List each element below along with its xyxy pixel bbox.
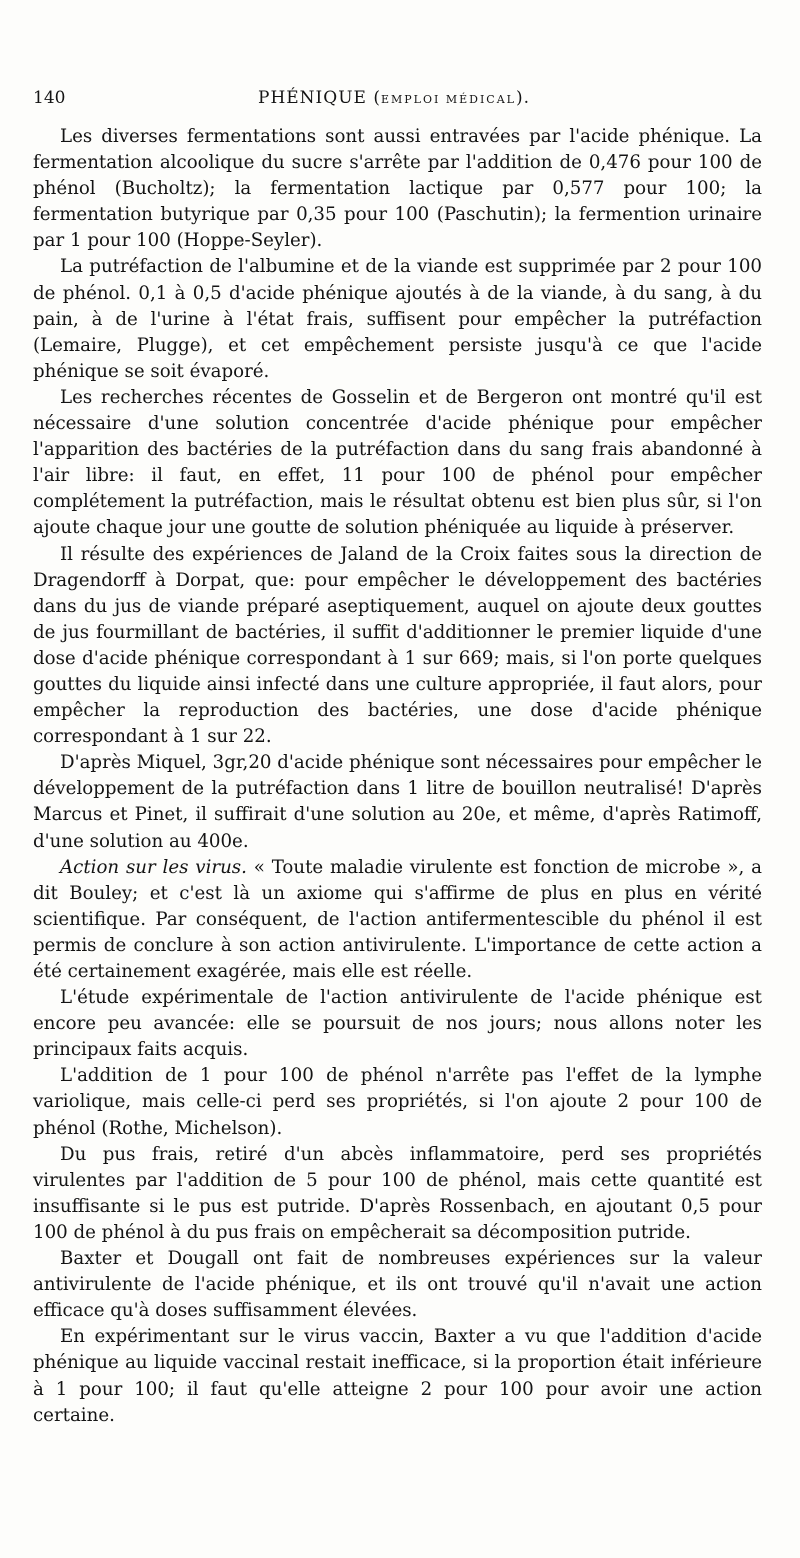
page-header (33, 88, 762, 118)
running-title-main: PHÉNIQUE ( (258, 88, 381, 108)
paragraph-gosselin-bergeron: Les recherches récentes de Gosselin et de Bergeron ont montré qu'il est nécessaire d'une solution concentrée d'acide phénique pour empêcher l'apparition des bactéries de la putréfaction dans du sang frais abandonné à l'air libre: il faut, en effet, 11 pour 100 de phénol pour empêcher complétement la putréfaction, mais le résultat obtenu est bien plus sûr, si l'on ajoute chaque jour une goutte de solution phéniquée au liquide à préserver. (33, 386, 762, 539)
paragraph-jaland: Il résulte des expériences de Jaland de la Croix faites sous la direction de Dragendorff à Dorpat, que: pour empêcher le développement des bactéries dans du jus de viande préparé aseptiquement, auquel on ajoute deux gouttes de jus fourmillant de bactéries, il suffit d'additionner le premier liquide d'une dose d'acide phénique correspondant à 1 sur 669; mais, si l'on porte quelques gouttes du liquide ainsi infecté dans une culture appropriée, il faut alors, pour empêcher la reproduction des bactéries, une dose d'acide phénique correspondant à 1 sur 22. (33, 543, 762, 748)
paragraph-vaccin: En expérimentant sur le virus vaccin, Baxter a vu que l'addition d'acide phénique au liquide vaccinal restait inefficace, si la proportion était inférieure à 1 pour 100; il faut qu'elle atteigne 2 pour 100 pour avoir une action certaine. (33, 1326, 762, 1426)
paragraph-putrefaction: La putréfaction de l'albumine et de la viande est supprimée par 2 pour 100 de phénol. 0,1 à 0,5 d'acide phénique ajoutés à de la viande, à du sang, à du pain, à de l'urine à l'état frais, suffisent pour empêcher la putréfaction (Lemaire, Plugge), et cet empêchement persiste jusqu'à ce que l'acide phénique se soit évaporé. (33, 256, 762, 382)
paragraph-miquel: D'après Miquel, 3gr,20 d'acide phénique sont nécessaires pour empêcher le développement de la putréfaction dans 1 litre de bouillon neutralisé! D'après Marcus et Pinet, il suffirait d'une solution au 20e, et même, d'après Ratimoff, d'une solution au 400e. (33, 752, 762, 852)
body-text (33, 124, 762, 1429)
paragraph-action-virus (33, 855, 762, 985)
page-number: 140 (33, 88, 66, 108)
running-title-sub: EMPLOI MÉDICAL (380, 93, 516, 106)
running-title (258, 88, 530, 108)
paragraph-fermentations: Les diverses fermentations sont aussi entravées par l'acide phénique. La fermentation alcoolique du sucre s'arrête par l'addition de 0,476 pour 100 de phénol (Bucholtz); la fermentation lactique par 0,577 pour 100; la fermentation butyrique par 0,35 pour 100 (Paschutin); la fermention urinaire par 1 pour 100 (Hoppe-Seyler). (33, 126, 762, 252)
action-virus-text: « Toute maladie virulente est fonction de microbe », a dit Bouley; et c'est là un axiome qui s'affirme de plus en plus en vérité scientifique. Par conséquent, de l'action antifermentescible du phénol il est permis de conclure à son action antivirulente. L'importance de cette action a été certainement exagérée, mais elle est réelle. (33, 856, 762, 982)
paragraph-pus: Du pus frais, retiré d'un abcès inflammatoire, perd ses propriétés virulentes par l'addition de 5 pour 100 de phénol, mais cette quantité est insuffisante si le pus est putride. D'après Rossenbach, en ajoutant 0,5 pour 100 de phénol à du pus frais on empêcherait sa décomposition putride. (33, 1143, 762, 1243)
section-heading-action-virus: Action sur les virus. (60, 856, 247, 878)
paragraph-lymphe: L'addition de 1 pour 100 de phénol n'arrête pas l'effet de la lymphe variolique, mais celle-ci perd ses propriétés, si l'on ajoute 2 pour 100 de phénol (Rothe, Michelson). (33, 1065, 762, 1139)
running-title-close: ). (515, 88, 531, 108)
paragraph-baxter-dougall: Baxter et Dougall ont fait de nombreuses expériences sur la valeur antivirulente de l'acide phénique, et ils ont trouvé qu'il n'avait une action efficace qu'à doses suffisamment élevées. (33, 1248, 762, 1322)
paragraph-etude: L'étude expérimentale de l'action antivirulente de l'acide phénique est encore peu avancée: elle se poursuit de nos jours; nous allons noter les principaux faits acquis. (33, 987, 762, 1061)
